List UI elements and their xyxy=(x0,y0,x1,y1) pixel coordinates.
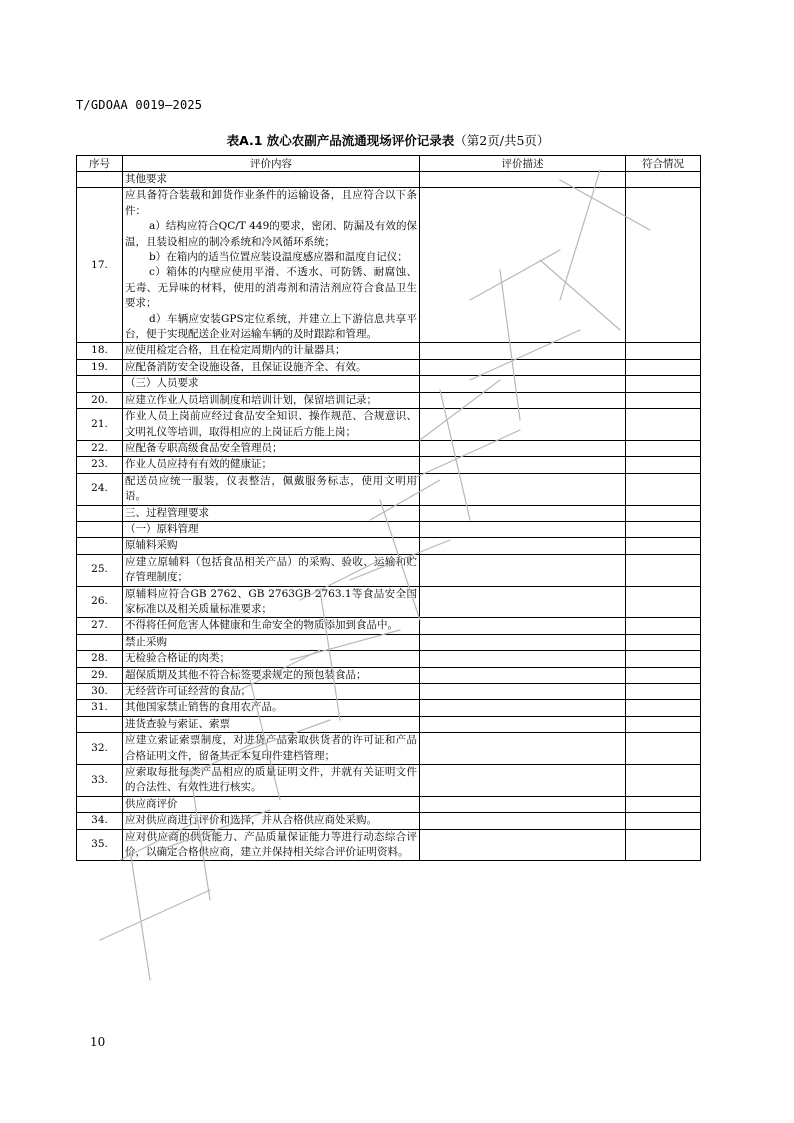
row-number xyxy=(77,796,123,812)
row-content: 不得将任何危害人体健康和生命安全的物质添加到食品中。 xyxy=(123,618,420,634)
row-content: 应索取每批每类产品相应的质量证明文件，并就有关证明文件的合法性、有效性进行核实。 xyxy=(123,765,420,797)
row-number: 23. xyxy=(77,457,123,473)
row-content: 进货查验与索证、索票 xyxy=(123,716,420,732)
row-number: 30. xyxy=(77,684,123,700)
row-number xyxy=(77,716,123,732)
table-row xyxy=(77,359,701,375)
table-row xyxy=(77,376,701,392)
table-row xyxy=(77,554,701,586)
row-number: 25. xyxy=(77,554,123,586)
row-number: 27. xyxy=(77,618,123,634)
row-content: 应配备专职高级食品安全管理员； xyxy=(123,440,420,456)
row-content: 应配备消防安全设施设备，且保证设施齐全、有效。 xyxy=(123,359,420,375)
column-header-no: 序号 xyxy=(77,156,123,172)
row-content: 应使用检定合格，且在检定周期内的计量器具； xyxy=(123,343,420,359)
row-content: 应建立索证索票制度，对进货产品索取供货者的许可证和产品合格证明文件，留备其正本复印件建档管理； xyxy=(123,733,420,765)
item17-intro: 应具备符合装载和卸货作业条件的运输设备，且应符合以下条件： xyxy=(125,189,417,217)
row-number: 32. xyxy=(77,733,123,765)
table-row xyxy=(77,796,701,812)
row-content: 原辅料采购 xyxy=(123,538,420,554)
row-number: 29. xyxy=(77,667,123,683)
table-row xyxy=(77,618,701,634)
row-content: 超保质期及其他不符合标签要求规定的预包装食品； xyxy=(123,667,420,683)
table-row xyxy=(77,538,701,554)
row-content: 应建立作业人员培训制度和培训计划，保留培训记录； xyxy=(123,392,420,408)
table-row xyxy=(77,634,701,650)
row-number: 31. xyxy=(77,700,123,716)
table-row xyxy=(77,188,701,343)
row-number: 17. xyxy=(77,188,123,343)
row-content: 原辅料应符合GB 2762、GB 2763GB 2763.1等食品安全国家标准以及相关质量标准要求； xyxy=(123,586,420,618)
table-title xyxy=(76,131,700,149)
row-number xyxy=(77,172,123,188)
row-number: 24. xyxy=(77,473,123,505)
row-content: （一）原料管理 xyxy=(123,521,420,537)
table-row xyxy=(77,716,701,732)
row-number: 19. xyxy=(77,359,123,375)
column-header-conformity: 符合情况 xyxy=(626,156,701,172)
item17-sub-b: b）在箱内的适当位置应装设温度感应器和温度自记仪； xyxy=(149,251,408,264)
table-row xyxy=(77,813,701,829)
row-content: 作业人员上岗前应经过食品安全知识、操作规范、合规意识、文明礼仪等培训，取得相应的上岗证后方能上岗； xyxy=(123,409,420,441)
table-row xyxy=(77,343,701,359)
row-number: 26. xyxy=(77,586,123,618)
row-number: 34. xyxy=(77,813,123,829)
table-row xyxy=(77,829,701,861)
row-number: 18. xyxy=(77,343,123,359)
row-number xyxy=(77,505,123,521)
row-number: 35. xyxy=(77,829,123,861)
row-number xyxy=(77,521,123,537)
row-content: 无检验合格证的肉类； xyxy=(123,651,420,667)
evaluation-table xyxy=(76,155,701,861)
table-row xyxy=(77,473,701,505)
table-row xyxy=(77,733,701,765)
table-row xyxy=(77,684,701,700)
row-content: 其他国家禁止销售的食用农产品。 xyxy=(123,700,420,716)
table-title-main: 表A.1 放心农副产品流通现场评价记录表 xyxy=(226,133,455,148)
row-number: 28. xyxy=(77,651,123,667)
row-number: 33. xyxy=(77,765,123,797)
table-row xyxy=(77,392,701,408)
row-number xyxy=(77,376,123,392)
column-header-description: 评价描述 xyxy=(420,156,626,172)
table-row xyxy=(77,521,701,537)
row-number xyxy=(77,634,123,650)
table-header-row xyxy=(77,156,701,172)
item17-sub-c: c）箱体的内壁应使用平滑、不透水、可防锈、耐腐蚀、无毒、无异味的材料，使用的消毒剂和清洁剂应符合食品卫生要求； xyxy=(125,266,417,310)
table-row xyxy=(77,505,701,521)
table-row xyxy=(77,457,701,473)
row-number xyxy=(77,538,123,554)
row-number: 22. xyxy=(77,440,123,456)
row-content: （三）人员要求 xyxy=(123,376,420,392)
row-content: 作业人员应持有有效的健康证； xyxy=(123,457,420,473)
table-row xyxy=(77,651,701,667)
page-number: 10 xyxy=(90,1035,106,1049)
table-row xyxy=(77,172,701,188)
row-content: 三、过程管理要求 xyxy=(123,505,420,521)
table-row xyxy=(77,765,701,797)
table-row xyxy=(77,440,701,456)
row-content: 禁止采购 xyxy=(123,634,420,650)
row-content: 其他要求 xyxy=(123,172,420,188)
row-content: 应建立原辅料（包括食品相关产品）的采购、验收、运输和贮存管理制度； xyxy=(123,554,420,586)
table-row xyxy=(77,700,701,716)
row-content xyxy=(123,188,420,343)
item17-sub-d: d）车辆应安装GPS定位系统，并建立上下游信息共享平台，便于实现配送企业对运输车辆的及时跟踪和管理。 xyxy=(125,312,417,341)
row-content: 无经营许可证经营的食品； xyxy=(123,684,420,700)
row-content: 应对供应商进行评价和选择，并从合格供应商处采购。 xyxy=(123,813,420,829)
standard-code: T/GDOAA 0019—2025 xyxy=(76,98,203,112)
table-row xyxy=(77,667,701,683)
row-content: 应对供应商的供货能力、产品质量保证能力等进行动态综合评价，以确定合格供应商，建立并保持相关综合评价证明资料。 xyxy=(123,829,420,861)
row-content: 供应商评价 xyxy=(123,796,420,812)
item17-sub-a: a）结构应符合QC/T 449的要求，密闭、防漏及有效的保温，且装设相应的制冷系统和冷风循环系统； xyxy=(125,220,417,248)
table-row xyxy=(77,586,701,618)
row-content: 配送员应统一服装，仪表整洁，佩戴服务标志，使用文明用语。 xyxy=(123,473,420,505)
row-number: 20. xyxy=(77,392,123,408)
row-number: 21. xyxy=(77,409,123,441)
table-row xyxy=(77,409,701,441)
column-header-content: 评价内容 xyxy=(123,156,420,172)
table-title-page: （第2页/共5页） xyxy=(454,133,550,148)
